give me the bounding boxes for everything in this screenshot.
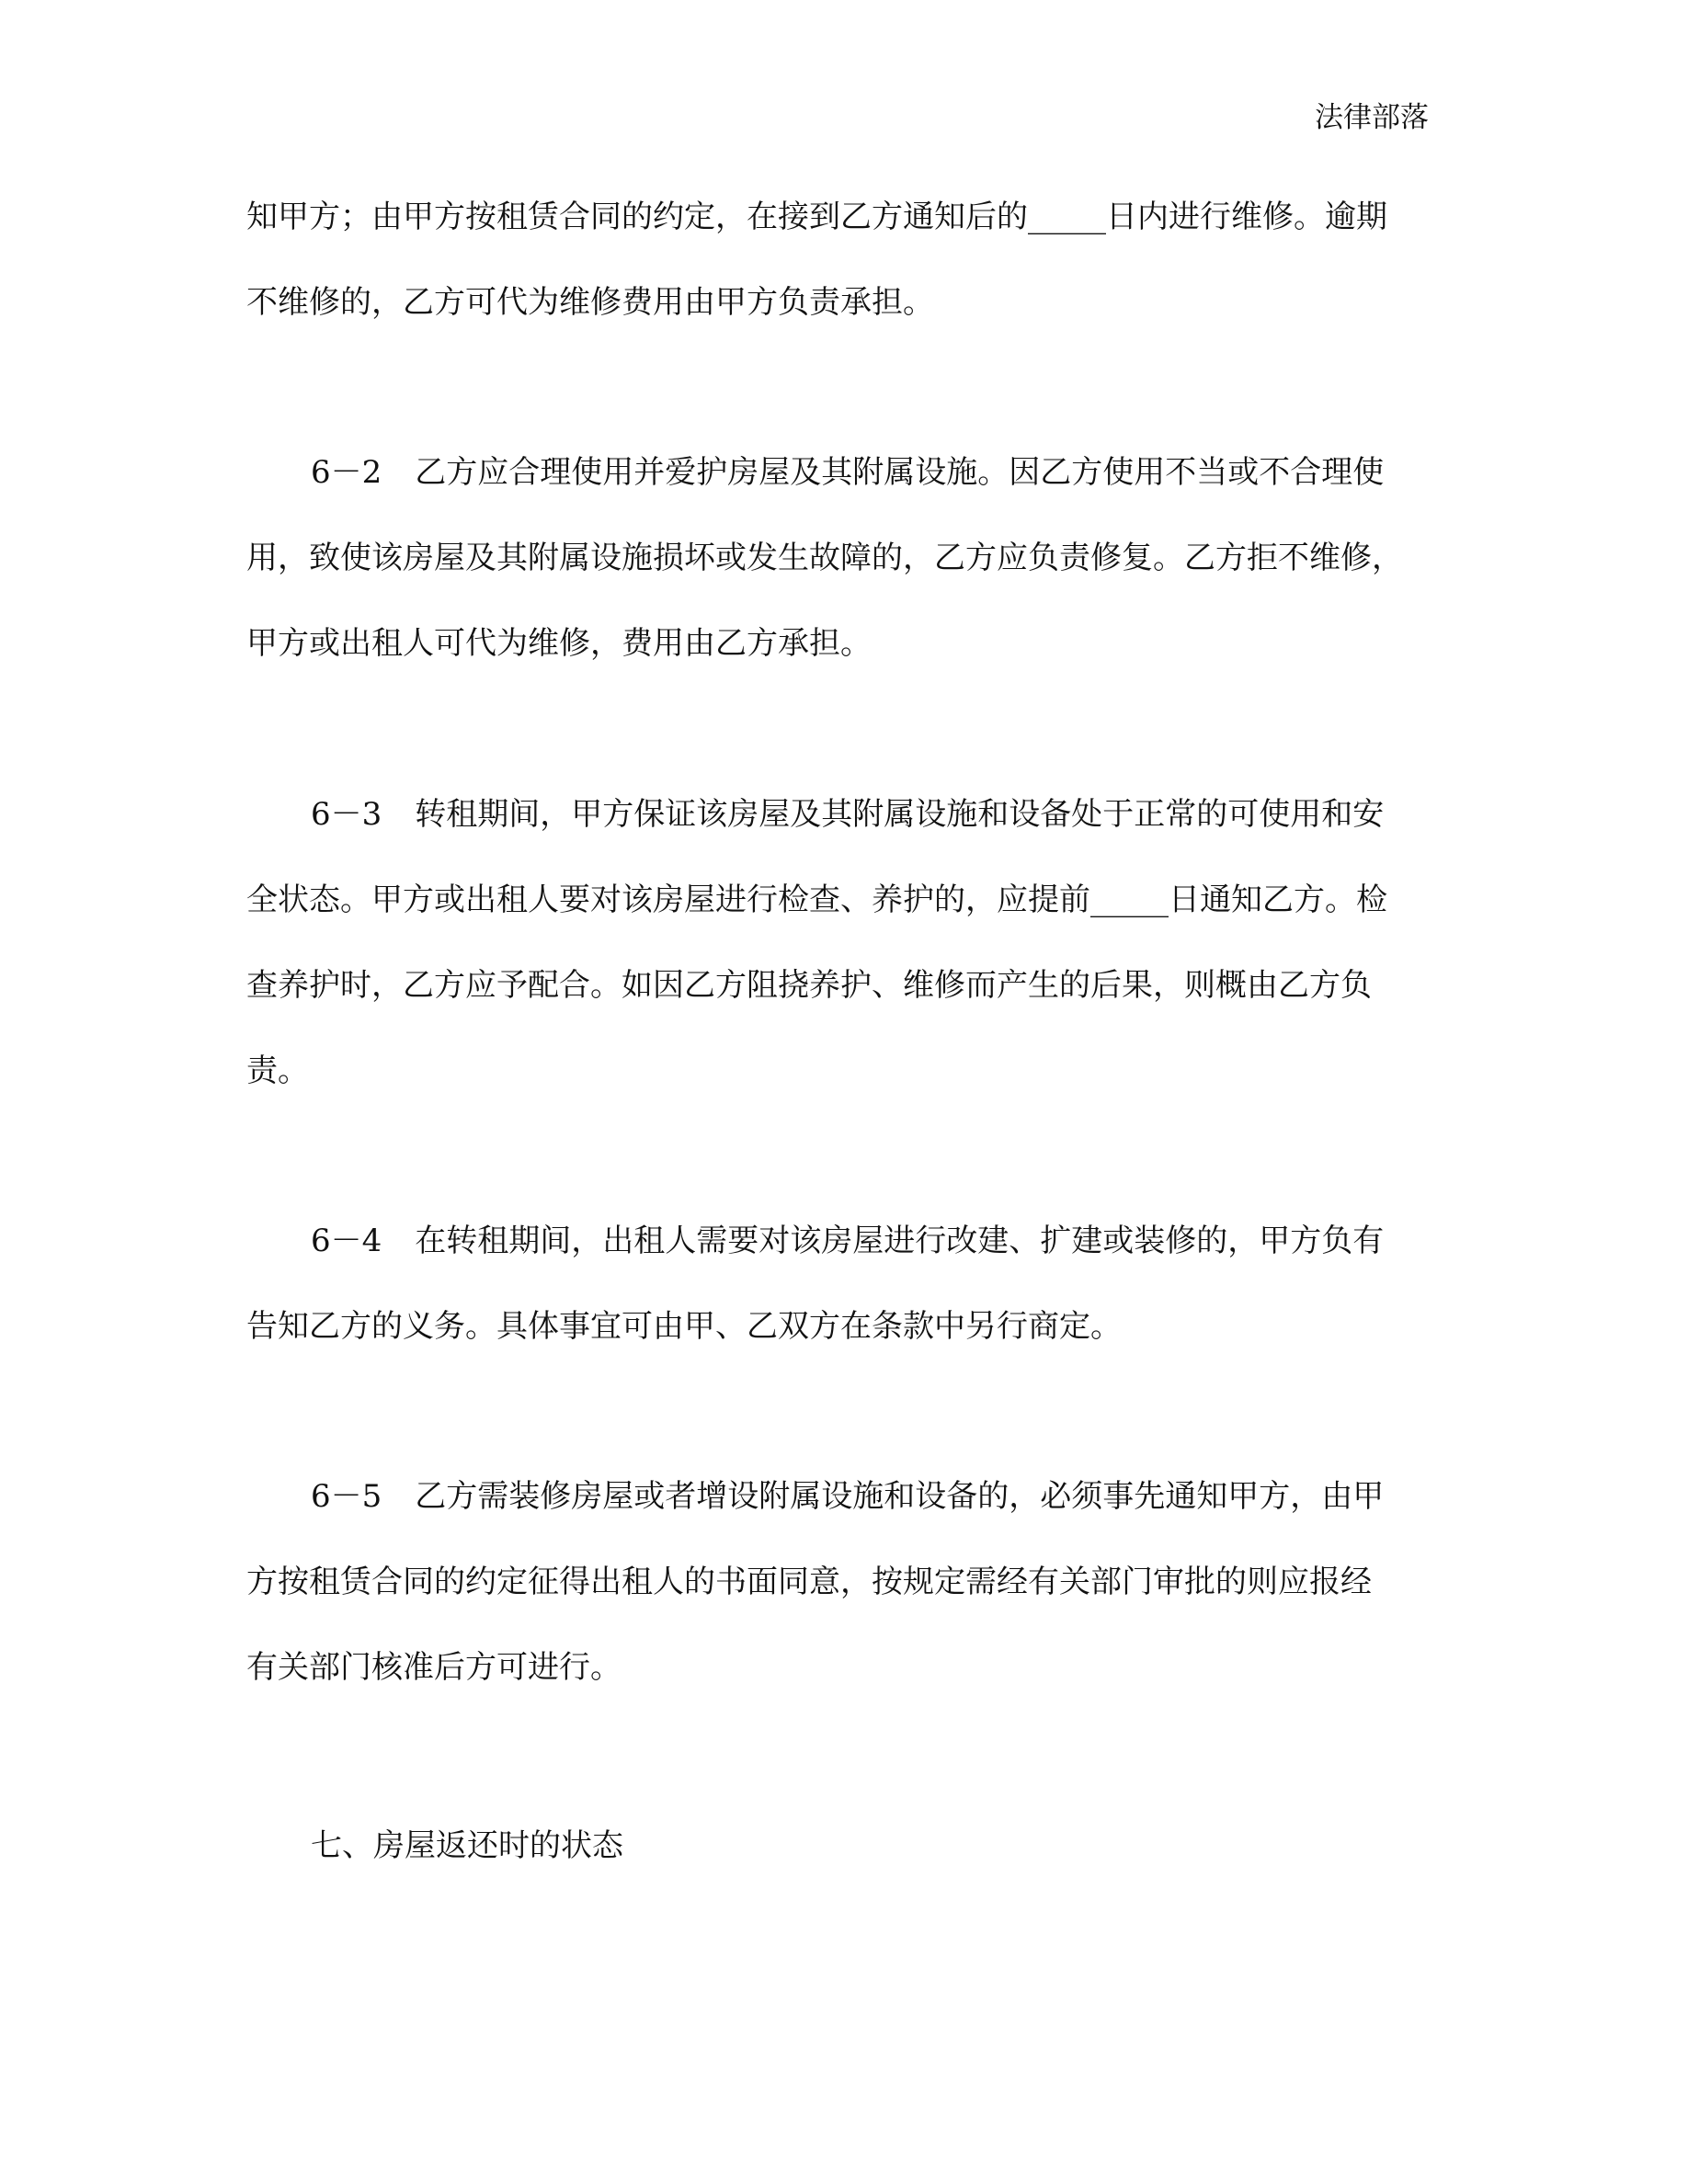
- paragraph-line: 方按租赁合同的约定征得出租人的书面同意，按规定需经有关部门审批的则应报经: [246, 1564, 1372, 1600]
- clause-6-4: [246, 1199, 1443, 1370]
- paragraph-line: 乙方需装修房屋或者增设附属设施和设备的，必须事先通知甲方，由甲: [415, 1478, 1385, 1515]
- paragraph-line: 不维修的，乙方可代为维修费用由甲方负责承担。: [246, 284, 934, 321]
- clause-6-5: [246, 1454, 1443, 1711]
- paragraph-continuation: [246, 175, 1443, 346]
- paragraph-line: 在转租期间，出租人需要对该房屋进行改建、扩建或装修的，甲方负有: [415, 1223, 1385, 1259]
- paragraph-line: 知甲方；由甲方按租赁合同的约定，在接到乙方通知后的_____日内进行维修。逾期: [246, 199, 1387, 235]
- clause-number: 6－4: [311, 1223, 382, 1259]
- paragraph-line: 查养护时，乙方应予配合。如因乙方阻挠养护、维修而产生的后果，则概由乙方负: [246, 967, 1372, 1004]
- paragraph-line: 乙方应合理使用并爱护房屋及其附属设施。因乙方使用不当或不合理使: [415, 454, 1385, 491]
- clause-6-2: [246, 430, 1443, 687]
- paragraph-line: 转租期间，甲方保证该房屋及其附属设施和设备处于正常的可使用和安: [415, 796, 1385, 833]
- paragraph-line: 责。: [246, 1052, 309, 1089]
- clause-6-3: [246, 772, 1443, 1114]
- clause-number: 6－2: [311, 454, 382, 491]
- clause-number: 6－5: [311, 1478, 382, 1515]
- header-brand: 法律部落: [1315, 101, 1429, 134]
- section-heading: 七、房屋返还时的状态: [311, 1827, 623, 1864]
- clause-number: 6－3: [311, 796, 382, 833]
- paragraph-line: 用，致使该房屋及其附属设施损坏或发生故障的，乙方应负责修复。乙方拒不维修，: [246, 540, 1403, 576]
- paragraph-line: 全状态。甲方或出租人要对该房屋进行检查、养护的，应提前_____日通知乙方。检: [246, 882, 1387, 918]
- paragraph-line: 告知乙方的义务。具体事宜可由甲、乙双方在条款中另行商定。: [246, 1308, 1122, 1345]
- paragraph-line: 有关部门核准后方可进行。: [246, 1649, 622, 1686]
- paragraph-line: 甲方或出租人可代为维修，费用由乙方承担。: [246, 625, 872, 662]
